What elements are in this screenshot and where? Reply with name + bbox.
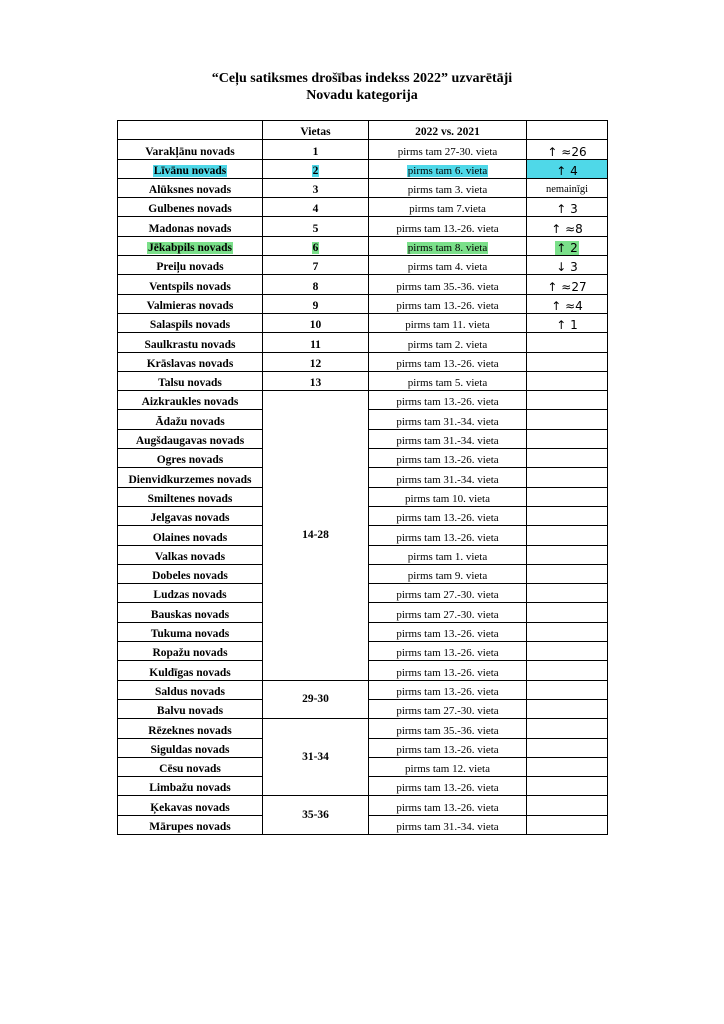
change-cell: ↑ 4 xyxy=(527,159,608,178)
comparison-cell: pirms tam 13.-26. vieta xyxy=(369,294,527,313)
change-cell xyxy=(527,757,608,776)
municipality-name: Aizkraukles novads xyxy=(118,391,263,410)
municipality-name: Jelgavas novads xyxy=(118,506,263,525)
municipality-name: Saulkrastu novads xyxy=(118,333,263,352)
change-cell xyxy=(527,487,608,506)
header-place: Vietas xyxy=(263,121,369,140)
change-cell xyxy=(527,333,608,352)
table-body xyxy=(118,140,608,835)
change-cell xyxy=(527,526,608,545)
results-table xyxy=(117,120,608,835)
municipality-name: Valmieras novads xyxy=(118,294,263,313)
header-change xyxy=(527,121,608,140)
municipality-name: Kuldīgas novads xyxy=(118,661,263,680)
change-cell xyxy=(527,661,608,680)
municipality-name: Ogres novads xyxy=(118,449,263,468)
comparison-cell xyxy=(369,236,527,255)
table-row xyxy=(118,352,608,371)
change-cell xyxy=(527,391,608,410)
table-row xyxy=(118,333,608,352)
table-row xyxy=(118,236,608,255)
place-cell: 3 xyxy=(263,178,369,197)
place-cell: 5 xyxy=(263,217,369,236)
municipality-name: Madonas novads xyxy=(118,217,263,236)
municipality-name: Ropažu novads xyxy=(118,642,263,661)
comparison-cell: pirms tam 13.-26. vieta xyxy=(369,642,527,661)
municipality-name-highlight: Jēkabpils novads xyxy=(147,242,233,255)
municipality-name: Ķekavas novads xyxy=(118,796,263,815)
comparison-cell: pirms tam 9. vieta xyxy=(369,564,527,583)
municipality-name: Limbažu novads xyxy=(118,777,263,796)
place-cell: 8 xyxy=(263,275,369,294)
change-cell xyxy=(527,371,608,390)
change-cell: ↑ ≈27 xyxy=(527,275,608,294)
change-cell: ↑ ≈4 xyxy=(527,294,608,313)
change-cell: ↑ 3 xyxy=(527,198,608,217)
comparison-cell: pirms tam 4. vieta xyxy=(369,256,527,275)
comparison-cell: pirms tam 13.-26. vieta xyxy=(369,526,527,545)
table-row xyxy=(118,140,608,159)
table-row xyxy=(118,371,608,390)
document-title xyxy=(0,70,724,104)
place-cell: 12 xyxy=(263,352,369,371)
table-row xyxy=(118,178,608,197)
change-cell-highlight: ↑ 2 xyxy=(556,241,578,256)
comparison-cell: pirms tam 13.-26. vieta xyxy=(369,661,527,680)
change-cell xyxy=(527,603,608,622)
municipality-name: Olaines novads xyxy=(118,526,263,545)
comparison-cell: pirms tam 31.-34. vieta xyxy=(369,468,527,487)
place-cell xyxy=(263,236,369,255)
place-cell-highlight: 6 xyxy=(312,242,319,255)
place-cell: 10 xyxy=(263,313,369,332)
municipality-name: Valkas novads xyxy=(118,545,263,564)
comparison-cell: pirms tam 35.-36. vieta xyxy=(369,275,527,294)
municipality-name xyxy=(118,236,263,255)
change-cell xyxy=(527,236,608,255)
municipality-name: Gulbenes novads xyxy=(118,198,263,217)
place-cell: 35-36 xyxy=(263,796,369,835)
place-cell: 1 xyxy=(263,140,369,159)
change-cell xyxy=(527,622,608,641)
place-cell: 29-30 xyxy=(263,680,369,719)
change-cell xyxy=(527,680,608,699)
comparison-cell: pirms tam 3. vieta xyxy=(369,178,527,197)
municipality-name: Rēzeknes novads xyxy=(118,719,263,738)
title-line-2: Novadu kategorija xyxy=(306,88,418,103)
municipality-name: Balvu novads xyxy=(118,699,263,718)
municipality-name: Tukuma novads xyxy=(118,622,263,641)
table-row xyxy=(118,680,608,699)
header-comparison: 2022 vs. 2021 xyxy=(369,121,527,140)
municipality-name: Ādažu novads xyxy=(118,410,263,429)
comparison-cell: pirms tam 27.-30. vieta xyxy=(369,699,527,718)
comparison-cell: pirms tam 27.-30. vieta xyxy=(369,603,527,622)
change-cell xyxy=(527,815,608,834)
table-row xyxy=(118,256,608,275)
municipality-name: Preiļu novads xyxy=(118,256,263,275)
comparison-cell: pirms tam 13.-26. vieta xyxy=(369,449,527,468)
change-cell xyxy=(527,642,608,661)
change-cell: ↑ ≈8 xyxy=(527,217,608,236)
change-cell: ↑ ≈26 xyxy=(527,140,608,159)
comparison-cell: pirms tam 13.-26. vieta xyxy=(369,622,527,641)
comparison-cell: pirms tam 11. vieta xyxy=(369,313,527,332)
comparison-cell: pirms tam 13.-26. vieta xyxy=(369,352,527,371)
comparison-cell-highlight: pirms tam 6. vieta xyxy=(407,164,488,177)
comparison-cell: pirms tam 1. vieta xyxy=(369,545,527,564)
table-row xyxy=(118,159,608,178)
municipality-name: Cēsu novads xyxy=(118,757,263,776)
change-cell: ↓ 3 xyxy=(527,256,608,275)
change-cell xyxy=(527,777,608,796)
comparison-cell: pirms tam 35.-36. vieta xyxy=(369,719,527,738)
municipality-name: Smiltenes novads xyxy=(118,487,263,506)
municipality-name: Salaspils novads xyxy=(118,313,263,332)
change-cell xyxy=(527,429,608,448)
change-cell: nemainīgi xyxy=(527,178,608,197)
table-row xyxy=(118,217,608,236)
place-cell: 11 xyxy=(263,333,369,352)
table-row xyxy=(118,719,608,738)
table-row xyxy=(118,198,608,217)
municipality-name: Talsu novads xyxy=(118,371,263,390)
change-cell xyxy=(527,449,608,468)
comparison-cell: pirms tam 13.-26. vieta xyxy=(369,796,527,815)
comparison-cell-highlight: pirms tam 8. vieta xyxy=(407,242,488,255)
comparison-cell: pirms tam 13.-26. vieta xyxy=(369,391,527,410)
comparison-cell: pirms tam 10. vieta xyxy=(369,487,527,506)
comparison-cell: pirms tam 5. vieta xyxy=(369,371,527,390)
place-cell: 7 xyxy=(263,256,369,275)
comparison-cell: pirms tam 13.-26. vieta xyxy=(369,777,527,796)
place-cell: 9 xyxy=(263,294,369,313)
table-row xyxy=(118,796,608,815)
municipality-name: Siguldas novads xyxy=(118,738,263,757)
comparison-cell: pirms tam 13.-26. vieta xyxy=(369,738,527,757)
change-cell xyxy=(527,545,608,564)
change-cell xyxy=(527,564,608,583)
municipality-name: Ventspils novads xyxy=(118,275,263,294)
table-row xyxy=(118,313,608,332)
change-cell xyxy=(527,352,608,371)
municipality-name: Ludzas novads xyxy=(118,584,263,603)
change-cell xyxy=(527,584,608,603)
municipality-name: Dienvidkurzemes novads xyxy=(118,468,263,487)
comparison-cell: pirms tam 13.-26. vieta xyxy=(369,506,527,525)
place-cell: 13 xyxy=(263,371,369,390)
municipality-name: Dobeles novads xyxy=(118,564,263,583)
comparison-cell: pirms tam 31.-34. vieta xyxy=(369,410,527,429)
change-cell xyxy=(527,506,608,525)
change-cell: ↑ 1 xyxy=(527,313,608,332)
table-row xyxy=(118,391,608,410)
place-cell-highlight: 2 xyxy=(312,164,319,177)
change-cell xyxy=(527,796,608,815)
comparison-cell: pirms tam 27.-30. vieta xyxy=(369,584,527,603)
place-cell: 31-34 xyxy=(263,719,369,796)
change-cell xyxy=(527,468,608,487)
change-cell xyxy=(527,410,608,429)
comparison-cell: pirms tam 12. vieta xyxy=(369,757,527,776)
header-name xyxy=(118,121,263,140)
comparison-cell: pirms tam 31.-34. vieta xyxy=(369,429,527,448)
change-cell xyxy=(527,719,608,738)
municipality-name-highlight: Līvānu novads xyxy=(153,164,227,177)
comparison-cell: pirms tam 7.vieta xyxy=(369,198,527,217)
municipality-name: Mārupes novads xyxy=(118,815,263,834)
title-line-1: “Ceļu satiksmes drošības indekss 2022” uzvarētāji xyxy=(211,71,513,86)
comparison-cell: pirms tam 27-30. vieta xyxy=(369,140,527,159)
municipality-name: Augšdaugavas novads xyxy=(118,429,263,448)
municipality-name: Krāslavas novads xyxy=(118,352,263,371)
municipality-name: Varakļānu novads xyxy=(118,140,263,159)
municipality-name: Saldus novads xyxy=(118,680,263,699)
place-cell xyxy=(263,159,369,178)
comparison-cell: pirms tam 2. vieta xyxy=(369,333,527,352)
municipality-name: Bauskas novads xyxy=(118,603,263,622)
place-cell: 4 xyxy=(263,198,369,217)
comparison-cell xyxy=(369,159,527,178)
change-cell xyxy=(527,738,608,757)
table-row xyxy=(118,275,608,294)
comparison-cell: pirms tam 31.-34. vieta xyxy=(369,815,527,834)
table-header-row xyxy=(118,121,608,140)
place-cell: 14-28 xyxy=(263,391,369,680)
comparison-cell: pirms tam 13.-26. vieta xyxy=(369,680,527,699)
comparison-cell: pirms tam 13.-26. vieta xyxy=(369,217,527,236)
municipality-name xyxy=(118,159,263,178)
table-row xyxy=(118,294,608,313)
change-cell xyxy=(527,699,608,718)
municipality-name: Alūksnes novads xyxy=(118,178,263,197)
